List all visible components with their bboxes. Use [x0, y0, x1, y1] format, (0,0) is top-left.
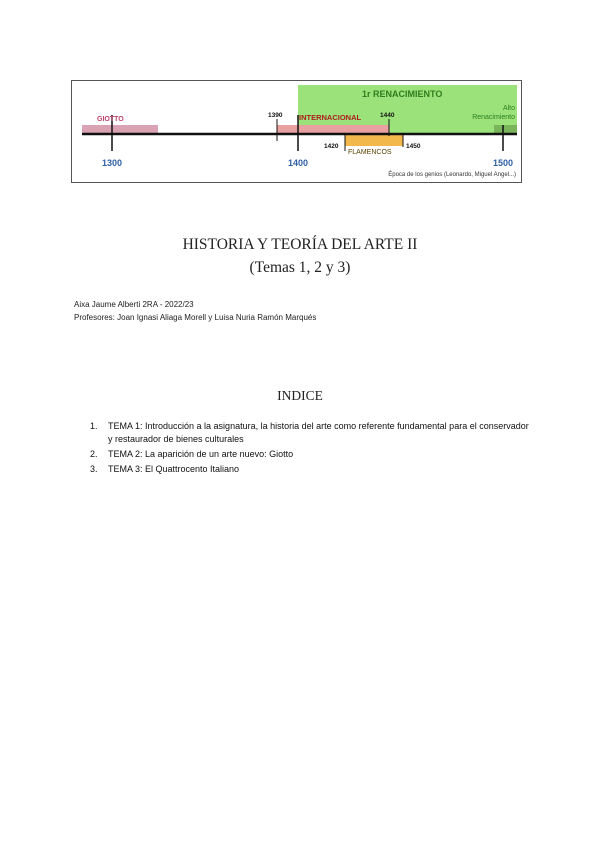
toc-item-text: TEMA 1: Introducción a la asignatura, la historia del arte como referente fundamental para el conservador y restaurador de bienes culturales: [108, 421, 529, 444]
flamencos-band: [345, 135, 403, 146]
document-title: HISTORIA Y TEORÍA DEL ARTE II: [182, 236, 418, 253]
giotto-band: [82, 125, 158, 134]
flamencos-label: FLAMENCOS: [348, 149, 392, 156]
table-of-contents: [90, 420, 530, 478]
toc-item-number: 3.: [90, 464, 98, 474]
toc-item-1[interactable]: [90, 420, 530, 446]
alto-renacimiento-band: [494, 125, 517, 134]
internacional-band: [277, 125, 389, 134]
document-subtitle: (Temas 1, 2 y 3): [249, 259, 351, 276]
year-1440-label: 1440: [380, 112, 395, 119]
year-1450-label: 1450: [406, 143, 421, 150]
timeline-figure: [71, 80, 522, 183]
alto-renacimiento-label-2: Renacimiento: [472, 114, 515, 121]
alto-renacimiento-label-1: Alto: [502, 105, 515, 112]
toc-item-text: TEMA 3: El Quattrocento Italiano: [108, 464, 240, 474]
index-heading: INDICE: [277, 388, 323, 403]
year-1400-label: 1400: [287, 158, 309, 168]
timeline-svg: [72, 81, 521, 182]
internacional-label: INTERNACIONAL: [299, 113, 362, 122]
toc-item-number: 1.: [90, 421, 98, 431]
toc-item-number: 2.: [90, 449, 98, 459]
toc-item-3[interactable]: [90, 463, 530, 476]
year-1300-label: 1300: [101, 158, 123, 168]
toc-item-2[interactable]: [90, 448, 530, 461]
year-1390-label: 1390: [268, 112, 283, 119]
professors-line: Profesores: Joan Ignasi Aliaga Morell y Luisa Nuria Ramón Marqués: [74, 313, 317, 322]
year-1500-label: 1500: [492, 158, 514, 168]
renacimiento-label: 1r RENACIMIENTO: [362, 89, 443, 99]
toc-item-text: TEMA 2: La aparición de un arte nuevo: Giotto: [108, 449, 294, 459]
genios-note: Época de los genios (Leonardo, Miguel Angel...): [388, 172, 516, 178]
year-1420-label: 1420: [324, 143, 339, 150]
author-line: Aixa Jaume Alberti 2RA - 2022/23: [74, 300, 194, 309]
giotto-label: GIOTTO: [97, 116, 124, 123]
